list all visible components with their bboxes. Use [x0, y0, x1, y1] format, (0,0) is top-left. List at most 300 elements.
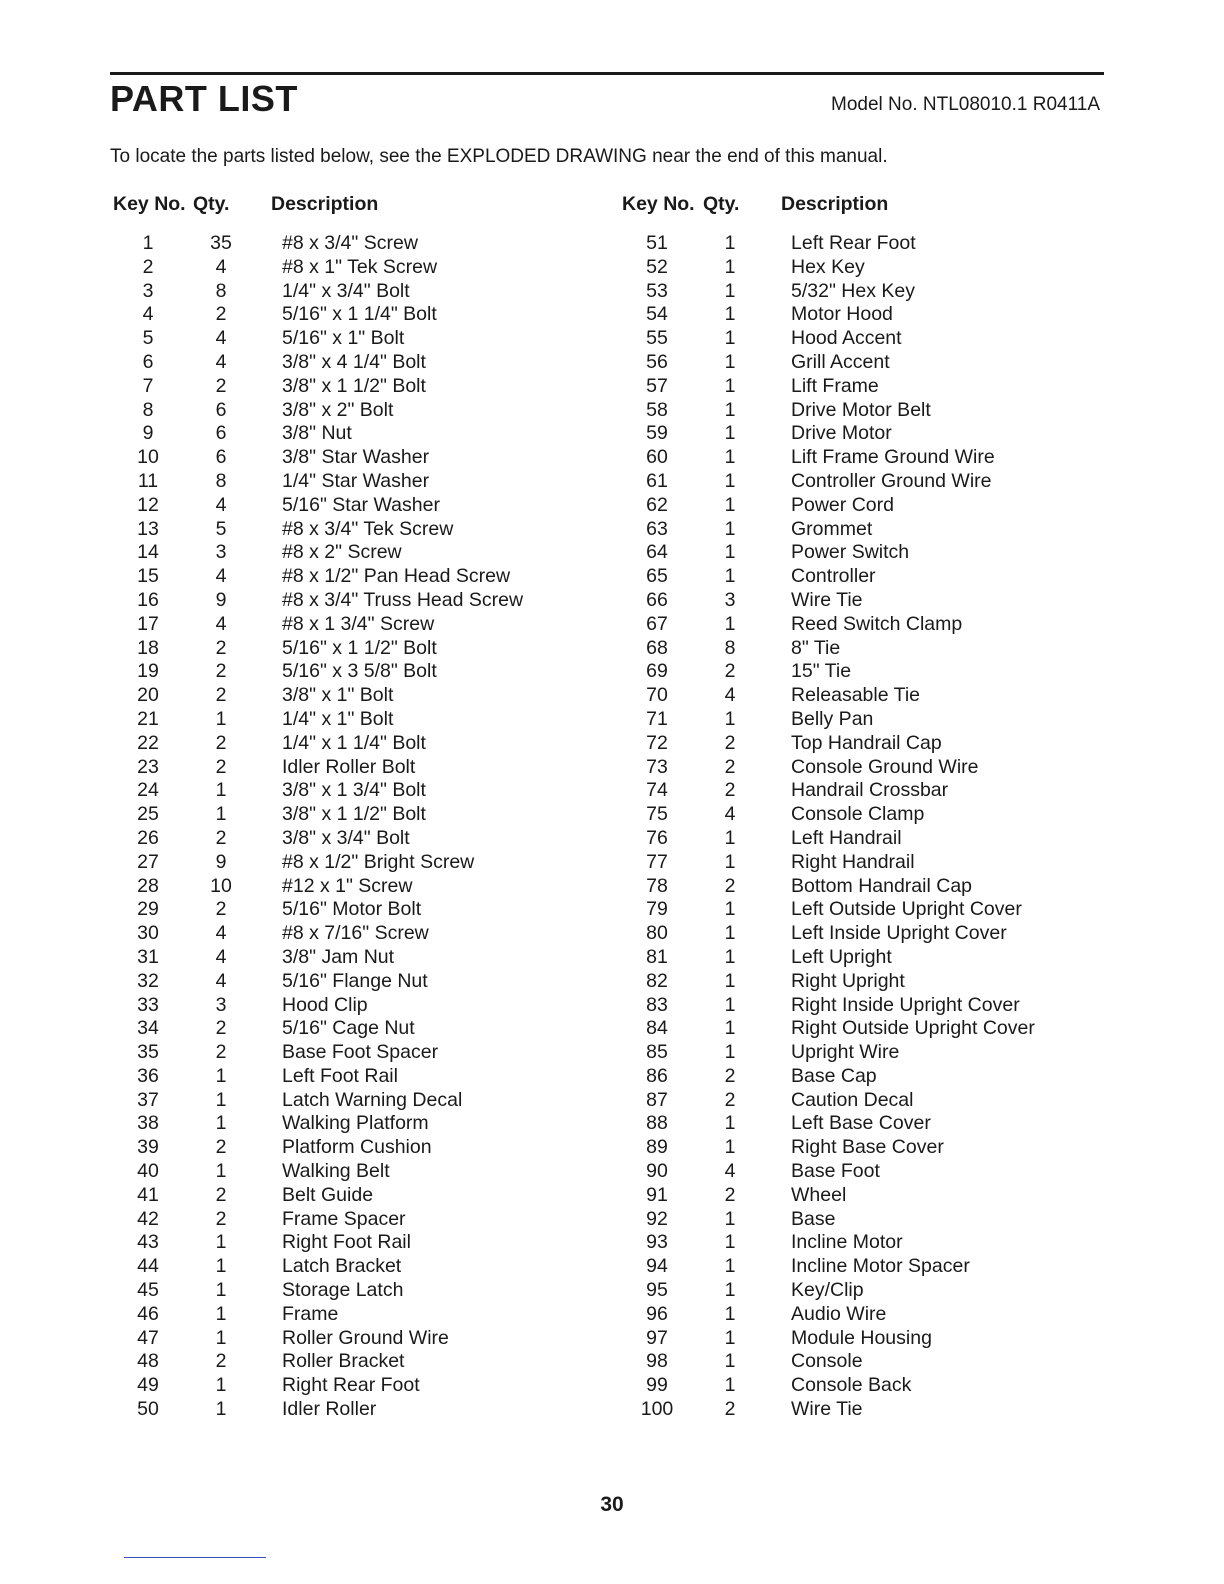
table-row	[122, 399, 602, 423]
part-description: 3/8" x 3/4" Bolt	[282, 826, 410, 849]
part-key-no: 89	[646, 1136, 668, 1159]
part-key-no: 43	[137, 1231, 159, 1254]
table-row	[631, 1303, 1111, 1327]
part-qty: 1	[724, 1136, 736, 1159]
part-key-no: 54	[646, 303, 668, 326]
part-qty: 2	[215, 1136, 227, 1159]
part-key-no: 22	[137, 731, 159, 754]
table-row	[122, 994, 602, 1018]
part-key-no: 28	[137, 874, 159, 897]
part-qty: 4	[724, 1160, 736, 1183]
part-qty: 4	[724, 684, 736, 707]
table-row	[122, 708, 602, 732]
table-row	[631, 1208, 1111, 1232]
part-description: 5/16" x 1 1/4" Bolt	[282, 303, 437, 326]
part-qty: 2	[215, 1350, 227, 1373]
part-key-no: 61	[646, 469, 668, 492]
part-description: 5/16" Motor Bolt	[282, 898, 422, 921]
part-description: 15" Tie	[791, 660, 852, 683]
part-key-no: 99	[646, 1374, 668, 1397]
part-qty: 2	[724, 1398, 736, 1421]
part-key-no: 97	[646, 1326, 668, 1349]
part-qty: 1	[724, 1041, 736, 1064]
part-qty: 2	[724, 874, 736, 897]
part-key-no: 57	[646, 374, 668, 397]
part-key-no: 10	[137, 446, 159, 469]
part-qty: 8	[724, 636, 736, 659]
left-parts-table	[122, 232, 602, 1422]
part-description: 5/16" Cage Nut	[282, 1017, 415, 1040]
part-qty: 1	[724, 398, 736, 421]
part-key-no: 14	[137, 541, 159, 564]
table-row	[631, 280, 1111, 304]
part-key-no: 96	[646, 1302, 668, 1325]
table-row	[631, 589, 1111, 613]
part-qty: 2	[215, 684, 227, 707]
part-description: #8 x 1 3/4" Screw	[282, 612, 435, 635]
part-description: Handrail Crossbar	[791, 779, 949, 802]
part-key-no: 94	[646, 1255, 668, 1278]
part-key-no: 12	[137, 493, 159, 516]
part-qty: 1	[724, 922, 736, 945]
part-key-no: 47	[137, 1326, 159, 1349]
table-row	[122, 1231, 602, 1255]
part-description: 1/4" Star Washer	[282, 469, 430, 492]
table-row	[631, 399, 1111, 423]
table-row	[631, 660, 1111, 684]
table-row	[122, 1208, 602, 1232]
table-row	[631, 922, 1111, 946]
table-row	[631, 1231, 1111, 1255]
part-description: 5/16" Flange Nut	[282, 969, 428, 992]
part-key-no: 68	[646, 636, 668, 659]
part-key-no: 58	[646, 398, 668, 421]
part-key-no: 63	[646, 517, 668, 540]
table-row	[122, 1112, 602, 1136]
part-key-no: 8	[142, 398, 154, 421]
part-description: Left Outside Upright Cover	[791, 898, 1022, 921]
table-row	[631, 1398, 1111, 1422]
table-row	[631, 613, 1111, 637]
table-row	[631, 375, 1111, 399]
table-row	[122, 827, 602, 851]
table-row	[631, 256, 1111, 280]
table-row	[631, 1184, 1111, 1208]
part-description: Left Upright	[791, 945, 892, 968]
table-row	[631, 1112, 1111, 1136]
part-description: Releasable Tie	[791, 684, 920, 707]
part-key-no: 77	[646, 850, 668, 873]
part-description: #8 x 3/4" Tek Screw	[282, 517, 454, 540]
table-row	[631, 303, 1111, 327]
table-row	[631, 1136, 1111, 1160]
part-qty: 1	[215, 1326, 227, 1349]
part-description: 3/8" x 1 3/4" Bolt	[282, 779, 426, 802]
table-row	[631, 970, 1111, 994]
part-key-no: 45	[137, 1279, 159, 1302]
table-row	[631, 1065, 1111, 1089]
part-description: Module Housing	[791, 1326, 932, 1349]
table-row	[122, 541, 602, 565]
part-qty: 4	[215, 350, 227, 373]
table-row	[631, 1374, 1111, 1398]
part-description: Grill Accent	[791, 350, 890, 373]
part-key-no: 67	[646, 612, 668, 635]
part-key-no: 92	[646, 1207, 668, 1230]
part-qty: 2	[215, 303, 227, 326]
part-qty: 1	[724, 707, 736, 730]
table-row	[122, 1136, 602, 1160]
part-qty: 2	[724, 1064, 736, 1087]
part-description: 3/8" Jam Nut	[282, 945, 395, 968]
table-row	[122, 1350, 602, 1374]
part-description: 5/16" x 1 1/2" Bolt	[282, 636, 437, 659]
part-description: 1/4" x 1 1/4" Bolt	[282, 731, 426, 754]
part-description: Left Rear Foot	[791, 232, 916, 254]
part-qty: 1	[724, 1374, 736, 1397]
part-qty: 1	[724, 850, 736, 873]
right-desc-header: Description	[781, 193, 889, 215]
part-key-no: 52	[646, 255, 668, 278]
table-row	[122, 898, 602, 922]
part-qty: 2	[215, 1017, 227, 1040]
part-qty: 2	[724, 660, 736, 683]
part-key-no: 34	[137, 1017, 159, 1040]
part-key-no: 9	[142, 422, 154, 445]
part-qty: 4	[215, 327, 227, 350]
part-qty: 4	[215, 922, 227, 945]
part-qty: 1	[724, 1231, 736, 1254]
part-key-no: 6	[142, 350, 154, 373]
table-row	[631, 803, 1111, 827]
part-qty: 2	[724, 1088, 736, 1111]
part-key-no: 59	[646, 422, 668, 445]
part-qty: 1	[215, 1160, 227, 1183]
part-description: Frame	[282, 1302, 339, 1325]
part-key-no: 93	[646, 1231, 668, 1254]
part-description: Reed Switch Clamp	[791, 612, 963, 635]
table-row	[631, 732, 1111, 756]
part-key-no: 19	[137, 660, 159, 683]
part-description: #8 x 1/2" Pan Head Screw	[282, 565, 511, 588]
part-qty: 1	[724, 1279, 736, 1302]
table-row	[122, 613, 602, 637]
part-qty: 1	[724, 255, 736, 278]
part-qty: 1	[724, 469, 736, 492]
table-row	[122, 779, 602, 803]
part-key-no: 64	[646, 541, 668, 564]
table-row	[122, 1255, 602, 1279]
part-key-no: 76	[646, 826, 668, 849]
part-key-no: 100	[640, 1398, 674, 1421]
part-description: Base	[791, 1207, 836, 1230]
part-qty: 4	[215, 255, 227, 278]
part-description: Lift Frame	[791, 374, 879, 397]
part-description: Right Rear Foot	[282, 1374, 420, 1397]
model-number: Model No. NTL08010.1 R0411A	[831, 94, 1100, 115]
part-description: Left Inside Upright Cover	[791, 922, 1007, 945]
part-qty: 2	[215, 1183, 227, 1206]
part-key-no: 51	[646, 232, 668, 254]
part-qty: 2	[215, 826, 227, 849]
part-key-no: 79	[646, 898, 668, 921]
part-description: Wheel	[791, 1183, 847, 1206]
part-key-no: 71	[646, 707, 668, 730]
part-qty: 2	[215, 636, 227, 659]
table-row	[122, 1089, 602, 1113]
part-description: Belt Guide	[282, 1183, 374, 1206]
part-key-no: 2	[142, 255, 154, 278]
part-key-no: 86	[646, 1064, 668, 1087]
part-qty: 2	[724, 755, 736, 778]
table-row	[122, 1303, 602, 1327]
table-row	[122, 589, 602, 613]
right-qty-header: Qty.	[703, 193, 740, 215]
table-row	[631, 1279, 1111, 1303]
part-key-no: 55	[646, 327, 668, 350]
table-row	[122, 470, 602, 494]
part-qty: 1	[724, 1350, 736, 1373]
part-description: Frame Spacer	[282, 1207, 406, 1230]
part-description: 3/8" x 1 1/2" Bolt	[282, 374, 426, 397]
part-key-no: 53	[646, 279, 668, 302]
part-key-no: 39	[137, 1136, 159, 1159]
part-description: Console Ground Wire	[791, 755, 979, 778]
part-description: #8 x 2" Screw	[282, 541, 402, 564]
part-description: 1/4" x 3/4" Bolt	[282, 279, 410, 302]
part-description: Lift Frame Ground Wire	[791, 446, 995, 469]
part-description: #8 x 3/4" Screw	[282, 232, 418, 254]
part-key-no: 65	[646, 565, 668, 588]
part-description: Idler Roller Bolt	[282, 755, 416, 778]
part-qty: 1	[724, 493, 736, 516]
part-qty: 1	[215, 803, 227, 826]
part-qty: 1	[724, 374, 736, 397]
table-row	[631, 637, 1111, 661]
part-key-no: 20	[137, 684, 159, 707]
part-key-no: 74	[646, 779, 668, 802]
part-description: Right Upright	[791, 969, 905, 992]
part-key-no: 72	[646, 731, 668, 754]
table-row	[122, 732, 602, 756]
table-row	[122, 684, 602, 708]
header-rule	[110, 72, 1104, 75]
part-description: Incline Motor	[791, 1231, 903, 1254]
part-description: Motor Hood	[791, 303, 893, 326]
table-row	[122, 446, 602, 470]
part-qty: 8	[215, 279, 227, 302]
part-description: Roller Ground Wire	[282, 1326, 449, 1349]
part-qty: 4	[215, 945, 227, 968]
table-row	[122, 494, 602, 518]
table-row	[631, 1041, 1111, 1065]
part-qty: 9	[215, 588, 227, 611]
table-row	[122, 946, 602, 970]
part-qty: 1	[724, 541, 736, 564]
table-row	[631, 541, 1111, 565]
part-qty: 5	[215, 517, 227, 540]
part-qty: 2	[724, 779, 736, 802]
part-description: Controller	[791, 565, 876, 588]
part-key-no: 17	[137, 612, 159, 635]
table-row	[631, 994, 1111, 1018]
part-key-no: 1	[142, 232, 154, 254]
part-qty: 3	[215, 993, 227, 1016]
table-row	[122, 232, 602, 256]
part-qty: 1	[215, 1112, 227, 1135]
part-qty: 1	[724, 826, 736, 849]
part-description: Power Cord	[791, 493, 894, 516]
part-description: Right Foot Rail	[282, 1231, 411, 1254]
page-number: 30	[600, 1493, 624, 1516]
part-key-no: 40	[137, 1160, 159, 1183]
part-key-no: 84	[646, 1017, 668, 1040]
table-row	[122, 518, 602, 542]
part-qty: 1	[215, 1231, 227, 1254]
part-key-no: 32	[137, 969, 159, 992]
part-qty: 2	[724, 731, 736, 754]
part-qty: 4	[215, 493, 227, 516]
part-description: Wire Tie	[791, 1398, 863, 1421]
part-qty: 1	[724, 1255, 736, 1278]
table-row	[122, 1160, 602, 1184]
part-qty: 3	[724, 588, 736, 611]
part-description: Idler Roller	[282, 1398, 377, 1421]
part-key-no: 56	[646, 350, 668, 373]
table-row	[122, 1327, 602, 1351]
part-description: Hood Clip	[282, 993, 368, 1016]
part-description: Wire Tie	[791, 588, 863, 611]
part-description: Hex Key	[791, 255, 865, 278]
part-key-no: 73	[646, 755, 668, 778]
table-row	[631, 946, 1111, 970]
part-qty: 1	[724, 446, 736, 469]
part-key-no: 98	[646, 1350, 668, 1373]
part-key-no: 87	[646, 1088, 668, 1111]
part-qty: 1	[724, 517, 736, 540]
table-row	[631, 232, 1111, 256]
part-description: Walking Platform	[282, 1112, 429, 1135]
part-qty: 2	[215, 660, 227, 683]
table-row	[122, 756, 602, 780]
table-row	[631, 446, 1111, 470]
part-qty: 1	[724, 945, 736, 968]
part-description: Drive Motor	[791, 422, 892, 445]
table-row	[122, 1065, 602, 1089]
table-row	[122, 565, 602, 589]
part-qty: 1	[724, 1207, 736, 1230]
table-row	[631, 1089, 1111, 1113]
part-description: Caution Decal	[791, 1088, 914, 1111]
part-qty: 6	[215, 422, 227, 445]
part-qty: 1	[215, 1398, 227, 1421]
part-qty: 1	[724, 565, 736, 588]
part-description: #8 x 1/2" Bright Screw	[282, 850, 475, 873]
part-qty: 1	[215, 1064, 227, 1087]
part-qty: 1	[724, 612, 736, 635]
part-description: Incline Motor Spacer	[791, 1255, 970, 1278]
part-key-no: 85	[646, 1041, 668, 1064]
part-description: 5/32" Hex Key	[791, 279, 915, 302]
part-key-no: 26	[137, 826, 159, 849]
part-description: Key/Clip	[791, 1279, 864, 1302]
table-row	[631, 708, 1111, 732]
table-row	[631, 518, 1111, 542]
table-row	[631, 898, 1111, 922]
part-description: Left Base Cover	[791, 1112, 931, 1135]
part-description: #8 x 1" Tek Screw	[282, 255, 438, 278]
part-key-no: 13	[137, 517, 159, 540]
part-key-no: 44	[137, 1255, 159, 1278]
part-key-no: 75	[646, 803, 668, 826]
part-key-no: 4	[142, 303, 154, 326]
table-row	[631, 851, 1111, 875]
table-row	[631, 422, 1111, 446]
part-key-no: 82	[646, 969, 668, 992]
part-key-no: 35	[137, 1041, 159, 1064]
page-title: PART LIST	[110, 78, 298, 119]
part-qty: 1	[724, 1017, 736, 1040]
table-row	[631, 684, 1111, 708]
part-qty: 1	[724, 1112, 736, 1135]
part-key-no: 91	[646, 1183, 668, 1206]
part-key-no: 30	[137, 922, 159, 945]
table-row	[122, 280, 602, 304]
part-description: #12 x 1" Screw	[282, 874, 413, 897]
table-row	[122, 1017, 602, 1041]
part-qty: 2	[215, 731, 227, 754]
part-key-no: 95	[646, 1279, 668, 1302]
part-qty: 6	[215, 446, 227, 469]
part-description: 3/8" x 2" Bolt	[282, 398, 394, 421]
part-key-no: 5	[142, 327, 154, 350]
part-qty: 2	[215, 374, 227, 397]
part-key-no: 3	[142, 279, 154, 302]
right-parts-table	[631, 232, 1111, 1422]
part-qty: 1	[724, 898, 736, 921]
part-key-no: 88	[646, 1112, 668, 1135]
part-qty: 10	[210, 874, 232, 897]
part-description: Right Outside Upright Cover	[791, 1017, 1035, 1040]
part-key-no: 36	[137, 1064, 159, 1087]
part-key-no: 33	[137, 993, 159, 1016]
table-row	[122, 1398, 602, 1422]
left-desc-header: Description	[271, 193, 379, 215]
part-description: Roller Bracket	[282, 1350, 405, 1373]
part-description: Left Foot Rail	[282, 1064, 398, 1087]
part-qty: 9	[215, 850, 227, 873]
table-row	[122, 637, 602, 661]
part-qty: 1	[724, 969, 736, 992]
table-row	[122, 970, 602, 994]
part-key-no: 62	[646, 493, 668, 516]
part-qty: 1	[215, 707, 227, 730]
table-row	[122, 1041, 602, 1065]
part-key-no: 24	[137, 779, 159, 802]
part-key-no: 81	[646, 945, 668, 968]
part-key-no: 11	[137, 469, 159, 492]
part-key-no: 37	[137, 1088, 159, 1111]
left-qty-header: Qty.	[193, 193, 230, 215]
part-description: 3/8" x 4 1/4" Bolt	[282, 350, 426, 373]
part-qty: 1	[724, 279, 736, 302]
part-description: Bottom Handrail Cap	[791, 874, 973, 897]
table-row	[631, 1017, 1111, 1041]
table-row	[631, 1350, 1111, 1374]
table-row	[631, 351, 1111, 375]
part-qty: 2	[215, 1207, 227, 1230]
table-row	[122, 256, 602, 280]
